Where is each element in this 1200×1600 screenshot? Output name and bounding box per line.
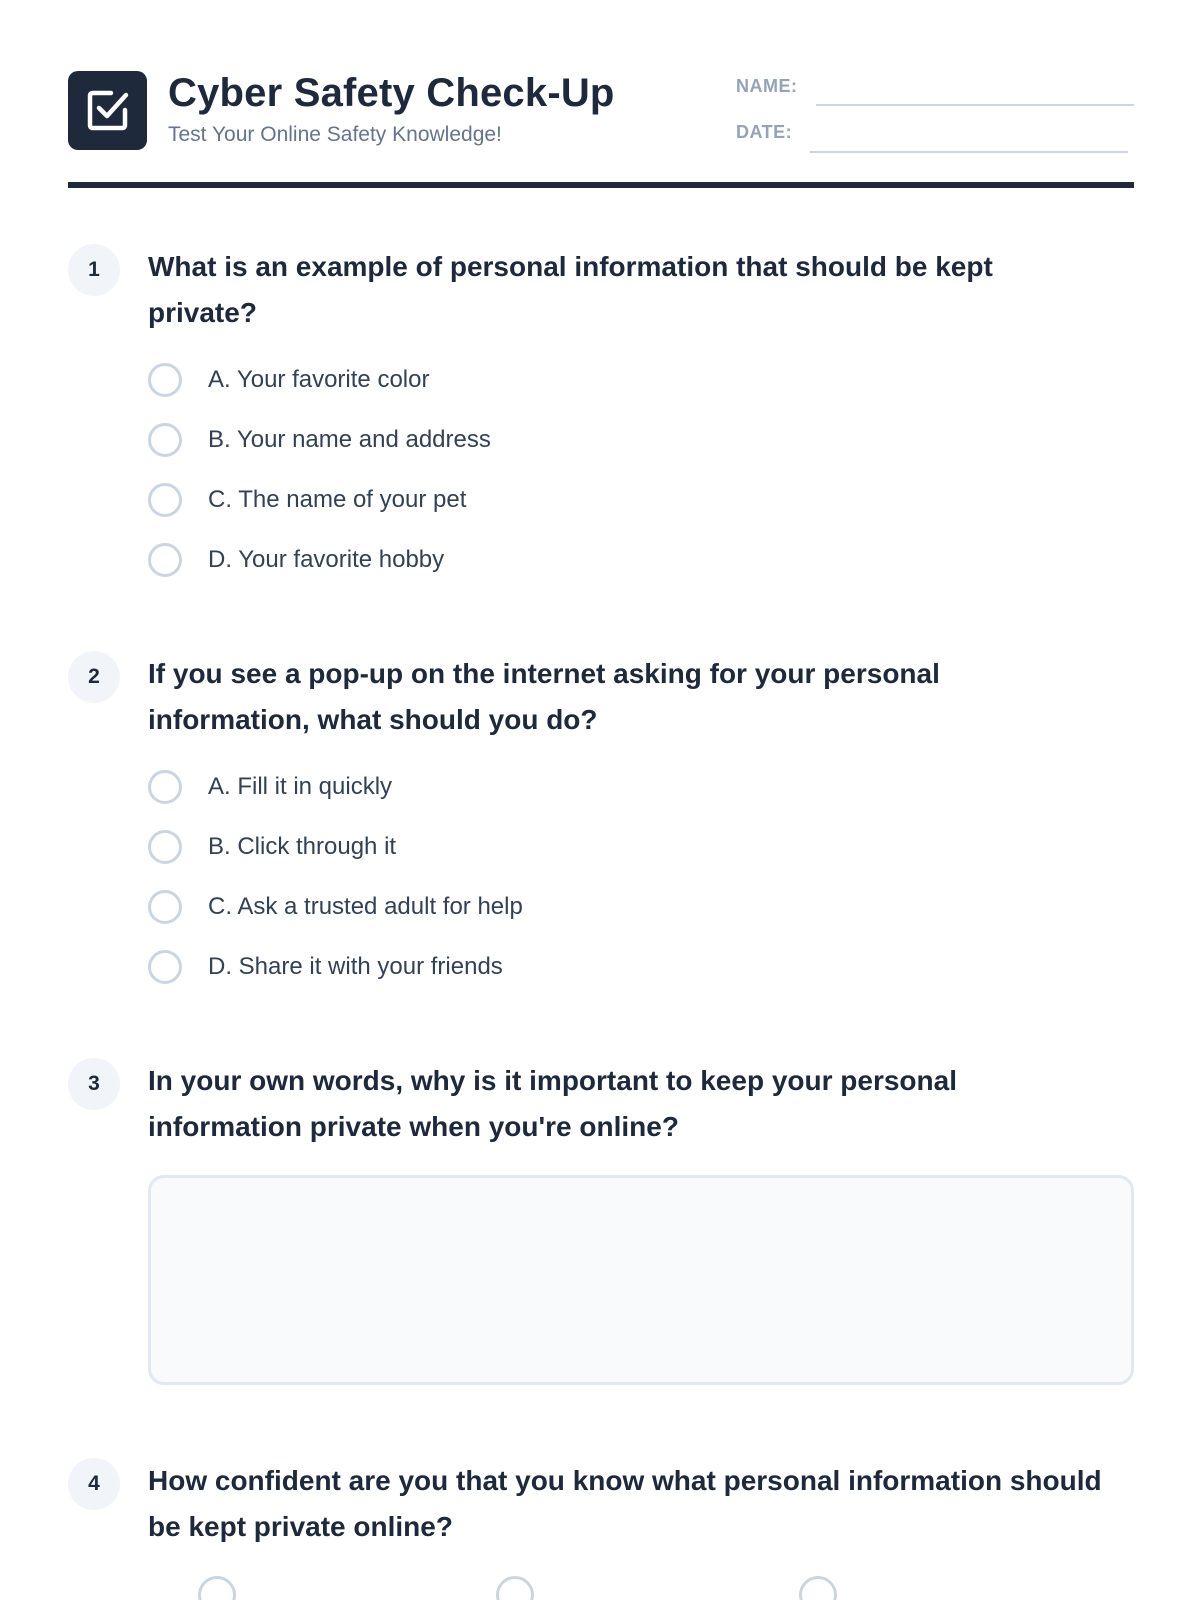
option-label: A. Fill it in quickly	[208, 773, 393, 800]
confidence-radio-2[interactable]	[496, 1576, 534, 1600]
name-field[interactable]	[816, 104, 1134, 106]
page-title: Cyber Safety Check-Up	[168, 71, 615, 115]
question-number-badge: 1	[68, 244, 120, 296]
radio-button[interactable]	[148, 950, 182, 984]
page-subtitle: Test Your Online Safety Knowledge!	[168, 123, 502, 146]
question-text: If you see a pop-up on the internet asking for your personal information, what should you do?	[148, 658, 940, 735]
radio-button[interactable]	[148, 423, 182, 457]
answer-option-c[interactable]	[148, 480, 466, 520]
answer-option-b[interactable]	[148, 827, 396, 867]
option-label: B. Click through it	[208, 833, 397, 860]
answer-option-d[interactable]	[148, 947, 503, 987]
option-label: A. Your favorite color	[208, 366, 430, 393]
name-label: NAME:	[736, 76, 798, 96]
answer-option-a[interactable]	[148, 360, 429, 400]
option-label: B. Your name and address	[208, 426, 491, 453]
answer-option-a[interactable]	[148, 767, 392, 807]
radio-button[interactable]	[148, 363, 182, 397]
radio-button[interactable]	[148, 770, 182, 804]
question-text: What is an example of personal information that should be kept private?	[148, 251, 993, 328]
question-text: How confident are you that you know what personal information should be kept private online?	[148, 1465, 1102, 1542]
option-label: C. The name of your pet	[208, 486, 467, 513]
answer-option-b[interactable]	[148, 420, 491, 460]
confidence-radio-3[interactable]	[799, 1576, 837, 1600]
question-text: In your own words, why is it important to keep your personal information private when you're online?	[148, 1065, 957, 1142]
date-label: DATE:	[736, 122, 793, 142]
question-number-badge: 3	[68, 1058, 120, 1110]
radio-button[interactable]	[148, 890, 182, 924]
logo	[68, 71, 147, 150]
checkbox-icon	[85, 88, 130, 133]
radio-button[interactable]	[148, 483, 182, 517]
question-number-badge: 2	[68, 651, 120, 703]
worksheet-header	[68, 71, 1134, 188]
option-label: D. Your favorite hobby	[208, 546, 445, 573]
confidence-radio-1[interactable]	[198, 1576, 236, 1600]
radio-button[interactable]	[148, 830, 182, 864]
question-number-badge: 4	[68, 1458, 120, 1510]
radio-button[interactable]	[148, 543, 182, 577]
option-label: D. Share it with your friends	[208, 953, 503, 980]
answer-option-d[interactable]	[148, 540, 444, 580]
option-label: C. Ask a trusted adult for help	[208, 893, 523, 920]
written-answer-box[interactable]	[148, 1175, 1134, 1385]
date-field[interactable]	[810, 151, 1128, 153]
answer-option-c[interactable]	[148, 887, 523, 927]
